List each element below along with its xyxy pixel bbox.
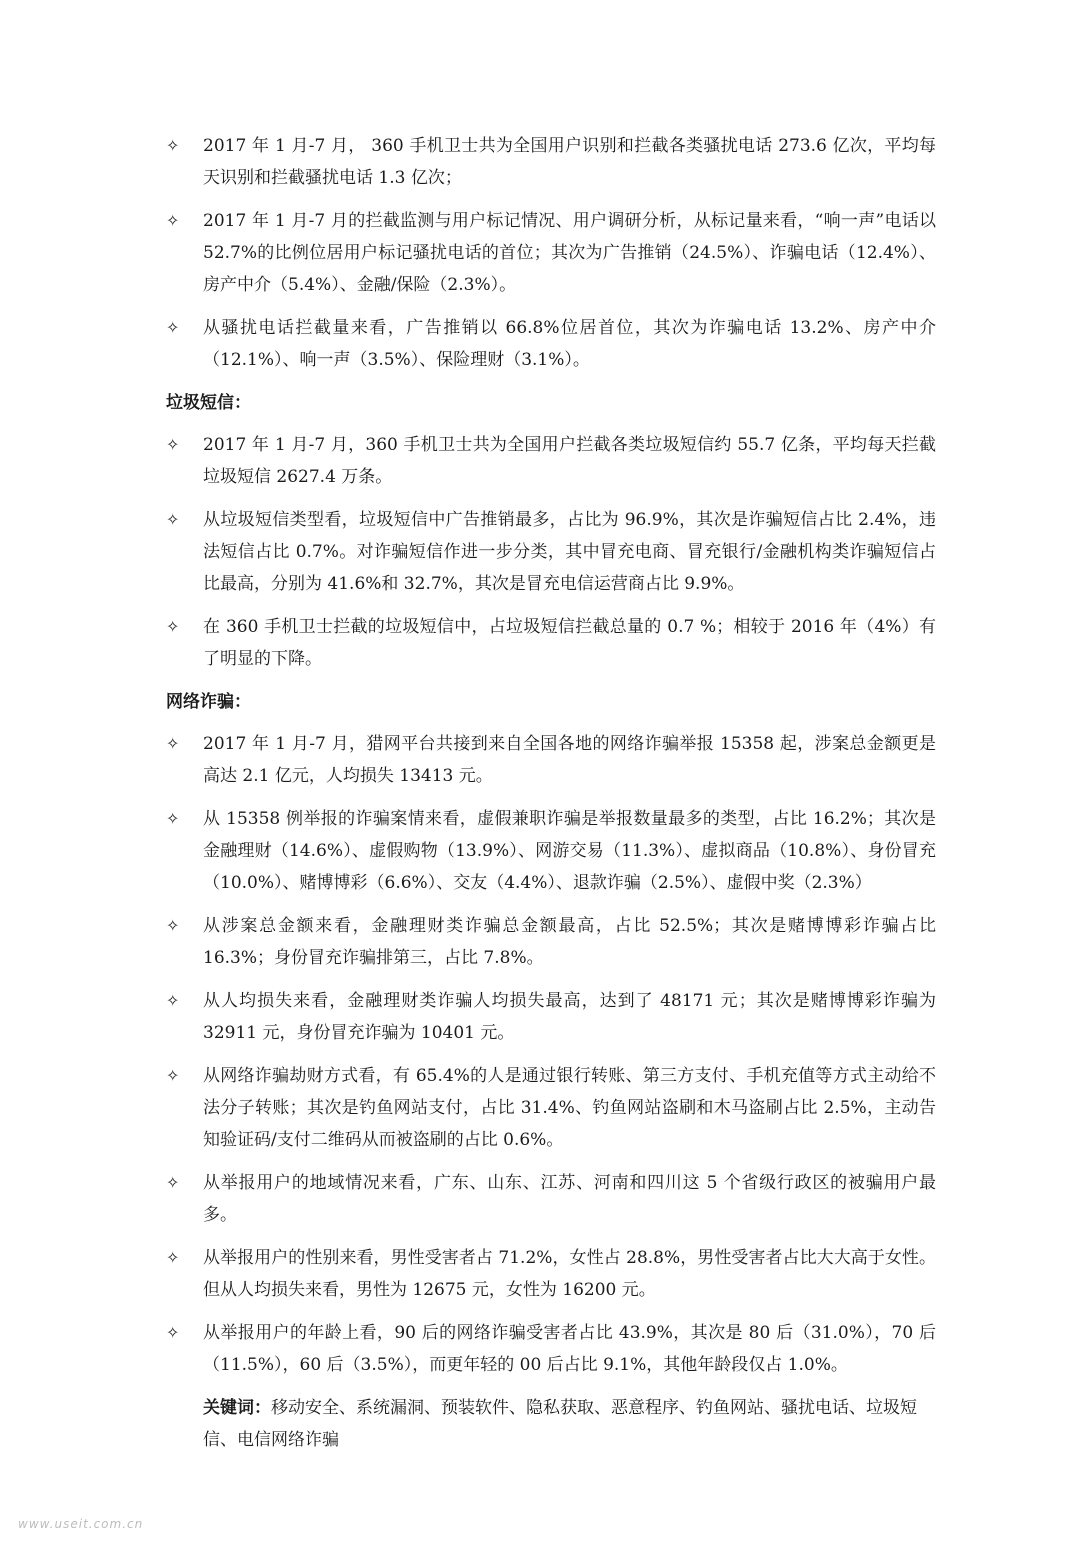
keywords-paragraph [166, 1392, 936, 1456]
bullet-item [166, 504, 936, 600]
section-online-fraud [166, 686, 936, 1381]
bullet-text: 从骚扰电话拦截量来看，广告推销以 66.8%位居首位，其次为诈骗电话 13.2%、房产中介（12.1%）、响一声（3.5%）、保险理财（3.1%）。 [203, 318, 936, 370]
keywords-label: 关键词： [203, 1398, 271, 1418]
bullet-item [166, 205, 936, 301]
bullet-item [166, 1060, 936, 1156]
bullet-text: 从 15358 例举报的诈骗案情来看，虚假兼职诈骗是举报数量最多的类型，占比 16.2%；其次是金融理财（14.6%）、虚假购物（13.9%）、网游交易（11.3%）、虚拟商品（10.8%）、身份冒充（10.0%）、赌博博彩（6.6%）、交友（4.4%）、退款诈骗（2.5%）、虚假中奖（2.3%） [203, 809, 936, 893]
bullet-item [166, 1167, 936, 1231]
bullet-item [166, 1317, 936, 1381]
bullet-star-icon: ✧ [166, 510, 180, 529]
bullet-text: 从举报用户的地域情况来看，广东、山东、江苏、河南和四川这 5 个省级行政区的被骗用户最多。 [203, 1173, 936, 1225]
bullet-star-icon: ✧ [166, 136, 180, 155]
bullet-star-icon: ✧ [166, 211, 180, 230]
bullet-item [166, 985, 936, 1049]
bullet-text: 从网络诈骗劫财方式看，有 65.4%的人是通过银行转账、第三方支付、手机充值等方式主动给不法分子转账；其次是钓鱼网站支付，占比 31.4%、钓鱼网站盗刷和木马盗刷占比 2.5%，主动告知验证码/支付二维码从而被盗刷的占比 0.6%。 [203, 1066, 936, 1150]
bullet-star-icon: ✧ [166, 734, 180, 753]
bullet-star-icon: ✧ [166, 991, 180, 1010]
section-harassing-calls [166, 130, 936, 376]
bullet-text: 从举报用户的年龄上看，90 后的网络诈骗受害者占比 43.9%，其次是 80 后（31.0%），70 后（11.5%），60 后（3.5%），而更年轻的 00 后占比 9.1%，其他年龄段仅占 1.0%。 [203, 1323, 936, 1375]
bullet-text: 在 360 手机卫士拦截的垃圾短信中，占垃圾短信拦截总量的 0.7 %；相较于 2016 年（4%）有了明显的下降。 [203, 617, 936, 669]
bullet-item [166, 728, 936, 792]
bullet-item [166, 611, 936, 675]
bullet-star-icon: ✧ [166, 1066, 180, 1085]
bullet-item [166, 312, 936, 376]
bullet-text: 从垃圾短信类型看，垃圾短信中广告推销最多，占比为 96.9%，其次是诈骗短信占比 2.4%，违法短信占比 0.7%。对诈骗短信作进一步分类，其中冒充电商、冒充银行/金融机构类诈骗短信占比最高，分别为 41.6%和 32.7%，其次是冒充电信运营商占比 9.9%。 [203, 510, 936, 594]
bullet-item [166, 1242, 936, 1306]
bullet-text: 2017 年 1 月-7 月，猎网平台共接到来自全国各地的网络诈骗举报 15358 起，涉案总金额更是高达 2.1 亿元，人均损失 13413 元。 [203, 734, 936, 786]
bullet-star-icon: ✧ [166, 617, 180, 636]
section-heading: 垃圾短信： [166, 393, 251, 413]
bullet-star-icon: ✧ [166, 1323, 180, 1342]
bullet-star-icon: ✧ [166, 809, 180, 828]
document-body [166, 130, 936, 1456]
bullet-item [166, 910, 936, 974]
section-spam-sms [166, 387, 936, 675]
bullet-text: 从涉案总金额来看，金融理财类诈骗总金额最高，占比 52.5%；其次是赌博博彩诈骗占比 16.3%；身份冒充诈骗排第三，占比 7.8%。 [203, 916, 936, 968]
site-watermark: www.useit.com.cn [18, 1517, 144, 1531]
bullet-star-icon: ✧ [166, 1173, 180, 1192]
bullet-item [166, 803, 936, 899]
bullet-item [166, 130, 936, 194]
bullet-text: 从举报用户的性别来看，男性受害者占 71.2%，女性占 28.8%，男性受害者占比大大高于女性。但从人均损失来看，男性为 12675 元，女性为 16200 元。 [203, 1248, 936, 1300]
bullet-star-icon: ✧ [166, 1248, 180, 1267]
bullet-star-icon: ✧ [166, 916, 180, 935]
bullet-text: 从人均损失来看，金融理财类诈骗人均损失最高，达到了 48171 元；其次是赌博博彩诈骗为 32911 元，身份冒充诈骗为 10401 元。 [203, 991, 936, 1043]
keywords-text: 移动安全、系统漏洞、预装软件、隐私获取、恶意程序、钓鱼网站、骚扰电话、垃圾短信、电信网络诈骗 [203, 1398, 917, 1450]
bullet-text: 2017 年 1 月-7 月，360 手机卫士共为全国用户拦截各类垃圾短信约 55.7 亿条，平均每天拦截垃圾短信 2627.4 万条。 [203, 435, 936, 487]
bullet-star-icon: ✧ [166, 435, 180, 454]
bullet-text: 2017 年 1 月-7 月， 360 手机卫士共为全国用户识别和拦截各类骚扰电话 273.6 亿次，平均每天识别和拦截骚扰电话 1.3 亿次； [203, 136, 936, 188]
bullet-star-icon: ✧ [166, 318, 180, 337]
bullet-text: 2017 年 1 月-7 月的拦截监测与用户标记情况、用户调研分析，从标记量来看，“响一声”电话以 52.7%的比例位居用户标记骚扰电话的首位；其次为广告推销（24.5%）、诈骗电话（12.4%）、房产中介（5.4%）、金融/保险（2.3%）。 [203, 211, 936, 295]
bullet-item [166, 429, 936, 493]
section-heading: 网络诈骗： [166, 692, 251, 712]
